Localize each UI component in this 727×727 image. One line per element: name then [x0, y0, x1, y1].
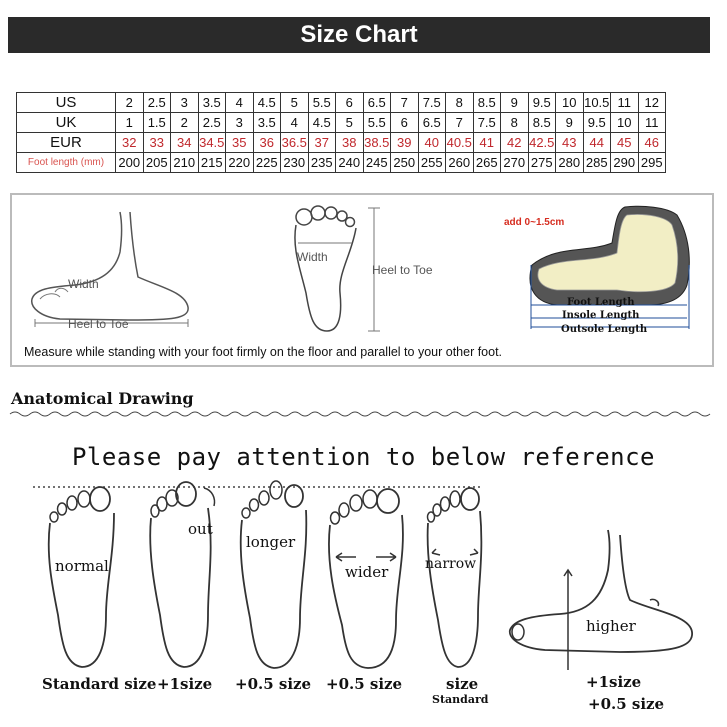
size-cell: 250 — [391, 153, 419, 173]
measure-panel — [10, 193, 714, 367]
size-cell: 295 — [638, 153, 666, 173]
size-cell: 4.5 — [253, 93, 281, 113]
anatomical-title: Anatomical Drawing — [11, 389, 194, 408]
size-cell: 5.5 — [308, 93, 336, 113]
size-cell: 5 — [336, 113, 364, 133]
foot-out-illustration — [146, 480, 226, 670]
size-cell: 34.5 — [198, 133, 226, 153]
foot-longer-size: +0.5 size — [235, 675, 312, 693]
size-cell: 11 — [611, 93, 639, 113]
foot-out-size: +1size — [157, 675, 213, 693]
size-cell: 39 — [391, 133, 419, 153]
size-row-eur — [17, 133, 666, 153]
size-cell: 5.5 — [363, 113, 391, 133]
size-cell: 2.5 — [198, 113, 226, 133]
size-cell: 42.5 — [528, 133, 556, 153]
size-cell: 220 — [226, 153, 254, 173]
size-cell: 2 — [171, 113, 199, 133]
foot-out-label: out — [188, 520, 213, 538]
size-cell: 3 — [226, 113, 254, 133]
foot-higher-size2: +0.5 size — [588, 695, 665, 713]
foot-normal-size: Standard size — [42, 675, 157, 693]
size-table — [16, 92, 666, 173]
size-cell: 1 — [116, 113, 144, 133]
foot-length-label: Foot Length — [567, 297, 635, 308]
outsole-length-label: Outsole Length — [561, 324, 648, 335]
size-cell: 41 — [473, 133, 501, 153]
size-cell: 40.5 — [446, 133, 474, 153]
size-cell: 280 — [556, 153, 584, 173]
side-heel-label: Heel to Toe — [68, 317, 129, 331]
size-row-uk — [17, 113, 666, 133]
size-cell: 35 — [226, 133, 254, 153]
foot-narrow-label: narrow — [425, 556, 477, 572]
size-cell: 225 — [253, 153, 281, 173]
size-cell: 240 — [336, 153, 364, 173]
side-width-label: Width — [68, 277, 99, 291]
size-cell: 40 — [418, 133, 446, 153]
size-cell: 230 — [281, 153, 309, 173]
foot-longer-illustration — [236, 478, 316, 670]
foot-wider-size: +0.5 size — [326, 675, 403, 693]
size-cell: 8 — [501, 113, 529, 133]
foot-narrow-standard: Standard — [432, 693, 489, 706]
size-cell: 8.5 — [528, 113, 556, 133]
size-row-label: EUR — [17, 133, 116, 153]
size-cell: 38 — [336, 133, 364, 153]
insole-length-label: Insole Length — [562, 310, 640, 321]
size-chart-title: Size Chart — [8, 17, 710, 53]
size-cell: 5 — [281, 93, 309, 113]
foot-normal-label: normal — [55, 557, 109, 575]
size-cell: 4 — [226, 93, 254, 113]
size-cell: 32 — [116, 133, 144, 153]
size-cell: 7 — [446, 113, 474, 133]
size-cell: 6 — [391, 113, 419, 133]
size-cell: 290 — [611, 153, 639, 173]
size-cell: 3.5 — [198, 93, 226, 113]
size-row-label: UK — [17, 113, 116, 133]
size-cell: 235 — [308, 153, 336, 173]
size-cell: 33 — [143, 133, 171, 153]
foot-wider-label: wider — [345, 563, 389, 581]
size-cell: 42 — [501, 133, 529, 153]
size-cell: 38.5 — [363, 133, 391, 153]
size-cell: 255 — [418, 153, 446, 173]
add-length-note: add 0~1.5cm — [504, 217, 565, 228]
size-cell: 3 — [171, 93, 199, 113]
size-cell: 6 — [336, 93, 364, 113]
top-width-label: Width — [297, 250, 328, 264]
foot-narrow-size: size — [446, 675, 479, 693]
size-cell: 7.5 — [418, 93, 446, 113]
reference-title: Please pay attention to below reference — [71, 443, 656, 471]
size-cell: 2 — [116, 93, 144, 113]
foot-higher-label: higher — [586, 617, 636, 635]
size-cell: 9.5 — [528, 93, 556, 113]
measure-caption: Measure while standing with your foot firmly on the floor and parallel to your other foot. — [24, 345, 503, 359]
size-cell: 1.5 — [143, 113, 171, 133]
size-cell: 37 — [308, 133, 336, 153]
size-cell: 9 — [501, 93, 529, 113]
size-cell: 10 — [556, 93, 584, 113]
size-cell: 36 — [253, 133, 281, 153]
size-cell: 2.5 — [143, 93, 171, 113]
size-cell: 4.5 — [308, 113, 336, 133]
foot-longer-label: longer — [246, 533, 296, 551]
size-cell: 44 — [583, 133, 611, 153]
size-cell: 9 — [556, 113, 584, 133]
size-cell: 205 — [143, 153, 171, 173]
size-cell: 200 — [116, 153, 144, 173]
size-cell: 12 — [638, 93, 666, 113]
size-row-foot — [17, 153, 666, 173]
size-row-label: US — [17, 93, 116, 113]
size-cell: 285 — [583, 153, 611, 173]
size-cell: 6.5 — [418, 113, 446, 133]
size-cell: 34 — [171, 133, 199, 153]
size-cell: 265 — [473, 153, 501, 173]
size-cell: 6.5 — [363, 93, 391, 113]
size-cell: 11 — [638, 113, 666, 133]
foot-narrow-illustration — [422, 485, 492, 670]
size-cell: 43 — [556, 133, 584, 153]
size-cell: 260 — [446, 153, 474, 173]
size-cell: 7.5 — [473, 113, 501, 133]
size-cell: 7 — [391, 93, 419, 113]
size-cell: 10.5 — [583, 93, 611, 113]
size-cell: 270 — [501, 153, 529, 173]
top-heel-label: Heel to Toe — [372, 263, 433, 277]
size-cell: 275 — [528, 153, 556, 173]
size-cell: 46 — [638, 133, 666, 153]
foot-normal-illustration — [44, 485, 124, 670]
size-cell: 215 — [198, 153, 226, 173]
wavy-divider — [10, 410, 715, 418]
size-cell: 245 — [363, 153, 391, 173]
size-row-us — [17, 93, 666, 113]
foot-higher-illustration — [500, 520, 700, 680]
size-row-label: Foot length (mm) — [17, 153, 116, 173]
size-cell: 3.5 — [253, 113, 281, 133]
foot-higher-size: +1size — [586, 673, 642, 691]
size-cell: 8 — [446, 93, 474, 113]
size-cell: 10 — [611, 113, 639, 133]
size-cell: 4 — [281, 113, 309, 133]
size-cell: 9.5 — [583, 113, 611, 133]
size-cell: 210 — [171, 153, 199, 173]
size-cell: 45 — [611, 133, 639, 153]
size-cell: 8.5 — [473, 93, 501, 113]
size-cell: 36.5 — [281, 133, 309, 153]
